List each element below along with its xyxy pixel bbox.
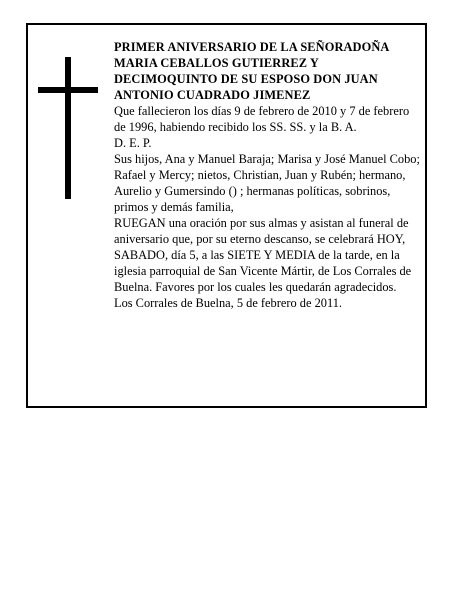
place-date-line: Los Corrales de Buelna, 5 de febrero de 2011.: [114, 296, 343, 310]
cross-icon: [38, 57, 98, 199]
death-dates-paragraph: Que fallecieron los días 9 de febrero de 2010 y 7 de febrero de 1996, habiendo recibido los SS. SS. y la B. A.: [114, 104, 410, 134]
family-paragraph: Sus hijos, Ana y Manuel Baraja; Marisa y José Manuel Cobo; Rafael y Mercy; nietos, Christian, Juan y Rubén; hermano, Aurelio y Gumersindo () ; hermanas políticas, sobrinos, primos y demás familia,: [114, 152, 420, 214]
cross-vertical-bar: [65, 57, 71, 199]
notice-body: [114, 39, 422, 311]
request-paragraph: RUEGAN una oración por sus almas y asistan al funeral de aniversario que, por su eterno descanso, se celebrará HOY, SABADO, día 5, a las SIETE Y MEDIA de la tarde, en la iglesia parroquial de San Vicente Mártir, de Los Corrales de Buelna. Favores por los cuales les quedarán agradecidos.: [114, 216, 412, 294]
obituary-notice: [26, 23, 427, 408]
rip-line: D. E. P.: [114, 136, 152, 150]
notice-title: PRIMER ANIVERSARIO DE LA SEÑORADOÑA MARIA CEBALLOS GUTIERREZ Y DECIMOQUINTO DE SU ESPOSO DON JUAN ANTONIO CUADRADO JIMENEZ: [114, 40, 389, 102]
cross-horizontal-bar: [38, 87, 98, 93]
